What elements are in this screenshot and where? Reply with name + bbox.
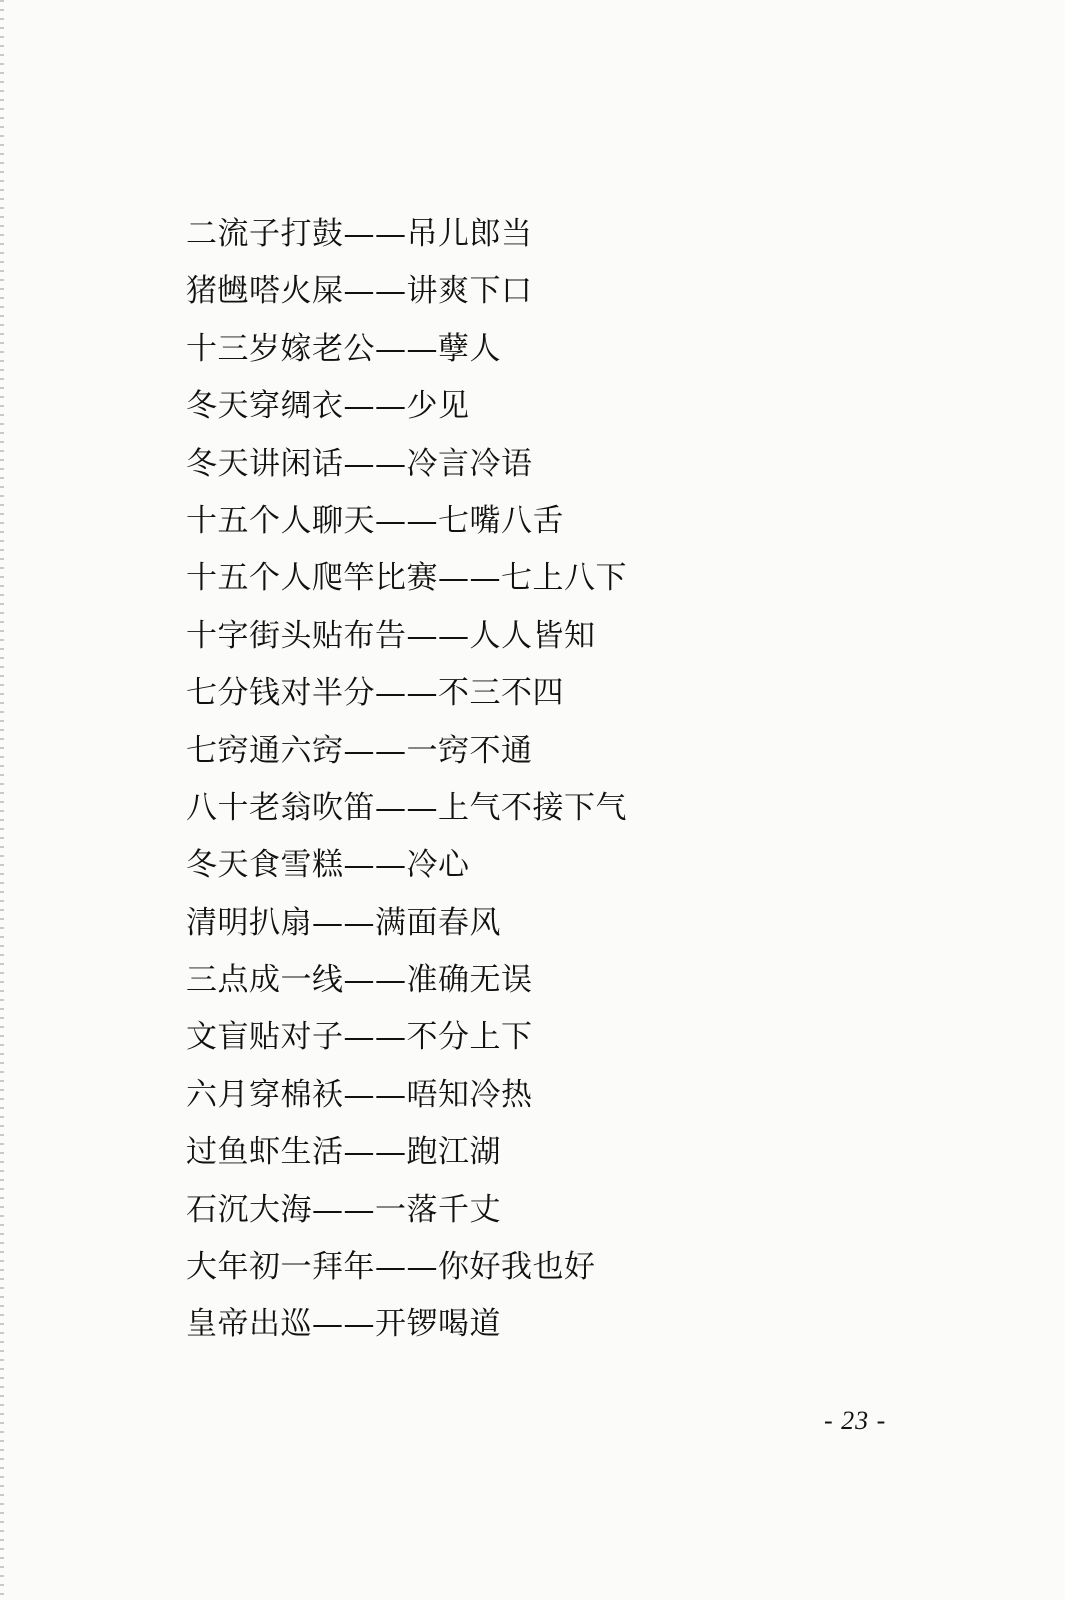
saying-line: 过鱼虾生活——跑江湖 [186,1134,501,1171]
saying-line: 文盲贴对子——不分上下 [186,1019,533,1056]
saying-line: 皇帝出巡——开锣喝道 [186,1306,501,1343]
saying-line: 七窍通六窍——一窍不通 [186,732,533,769]
saying-line: 冬天讲闲话——冷言冷语 [186,445,533,482]
saying-line: 猪乸嗒火屎——讲爽下口 [186,273,533,310]
saying-line: 十字街头贴布告——人人皆知 [186,617,596,654]
saying-line: 二流子打鼓——吊儿郎当 [186,216,533,252]
saying-line: 六月穿棉袄——唔知冷热 [186,1076,533,1113]
page-number: - 23 - [824,1406,887,1435]
saying-line: 冬天食雪糕——冷心 [186,847,470,884]
saying-line: 十三岁嫁老公——孽人 [186,330,501,367]
saying-line: 石沉大海——一落千丈 [186,1191,501,1228]
saying-line: 十五个人爬竿比赛——七上八下 [186,560,627,597]
saying-list [186,206,627,1354]
saying-line: 十五个人聊天——七嘴八舌 [186,502,564,539]
saying-line: 冬天穿绸衣——少见 [186,388,470,425]
scan-edge [0,0,4,1600]
saying-line: 八十老翁吹笛——上气不接下气 [186,789,627,826]
saying-line: 大年初一拜年——你好我也好 [186,1249,596,1286]
saying-line: 清明扒扇——满面春风 [186,904,501,941]
saying-line: 三点成一线——准确无误 [186,962,533,999]
saying-line: 七分钱对半分——不三不四 [186,675,564,712]
